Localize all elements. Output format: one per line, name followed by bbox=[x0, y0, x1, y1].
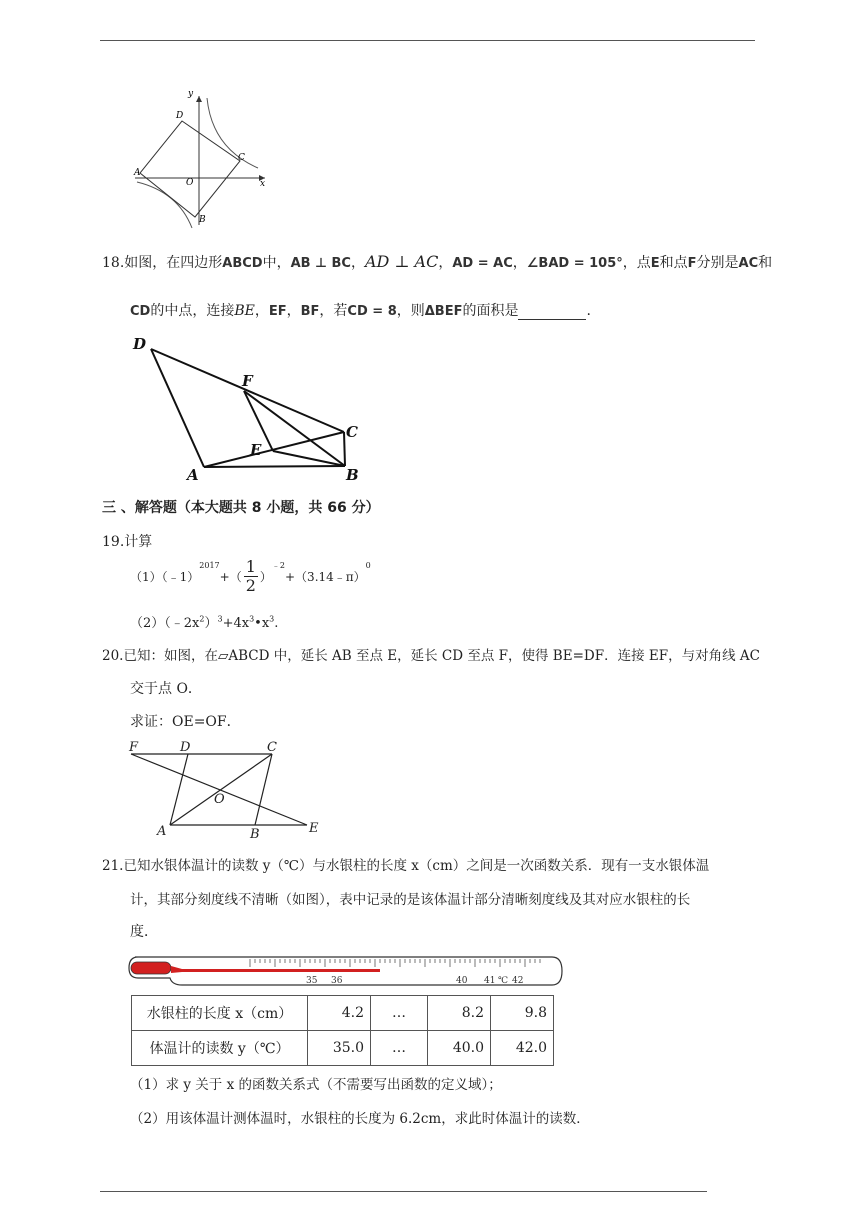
q20-line2: 交于点 O． bbox=[130, 681, 202, 697]
q21-sub2: （2）用该体温计测体温时，水银柱的长度为 6.2cm，求此时体温计的读数． bbox=[130, 1111, 590, 1127]
tick-label-40: 40 bbox=[456, 976, 468, 986]
tick-label-celsius: ℃ bbox=[498, 976, 509, 986]
fig18-label-B: B bbox=[346, 466, 359, 484]
fig17-label-C: C bbox=[238, 153, 245, 163]
figure-q20 bbox=[126, 738, 326, 838]
section-heading: 三 、解答题（本大题共 8 小题，共 66 分） bbox=[102, 500, 380, 516]
figure-q17 bbox=[130, 88, 270, 230]
fig18-label-D: D bbox=[133, 335, 147, 353]
table-cell: 35.0 bbox=[308, 1031, 371, 1066]
q20-line3: 求证：OE=OF． bbox=[130, 714, 241, 730]
fig20-label-A: A bbox=[157, 824, 167, 838]
fig20-label-O: O bbox=[214, 792, 225, 807]
q18-number: 18. bbox=[102, 255, 125, 271]
table-cell: 40.0 bbox=[428, 1031, 491, 1066]
fig17-label-A: A bbox=[134, 168, 141, 178]
fig17-label-x: x bbox=[260, 179, 266, 189]
table-cell: 8.2 bbox=[428, 996, 491, 1031]
table-row-header: 体温计的读数 y（℃） bbox=[132, 1031, 308, 1066]
table-row bbox=[132, 1031, 554, 1066]
q19-part2: $(2)(﹣2x^2)^3+4x^3•x^3$. bbox=[130, 614, 279, 631]
fraction-half: $\frac{1}{2}$ bbox=[245, 557, 256, 595]
fig17-label-D: D bbox=[176, 111, 184, 121]
fig20-label-C: C bbox=[267, 740, 277, 755]
q19-title: 19.计算 bbox=[102, 534, 153, 550]
table-cell: … bbox=[371, 996, 428, 1031]
fig18-label-A: A bbox=[187, 466, 199, 484]
fig20-label-F: F bbox=[129, 740, 139, 755]
thermometer-figure bbox=[126, 950, 568, 992]
table-row bbox=[132, 996, 554, 1031]
q21-line2: 计，其部分刻度线不清晰（如图），表中记录的是该体温计部分清晰刻度线及其对应水银柱的长 bbox=[130, 892, 691, 908]
q20-line1: 20.已知：如图，在▱ABCD 中，延长 AB 至点 E，延长 CD 至点 F，使得 BE=DF．连接 EF，与对角线 AC bbox=[102, 648, 760, 664]
figure-q18 bbox=[128, 333, 368, 485]
answer-blank[interactable] bbox=[518, 305, 586, 320]
table-cell: 9.8 bbox=[491, 996, 554, 1031]
tick-label-41: 41 bbox=[484, 976, 496, 986]
q18-line1: 18.如图，在四边形ABCD中，AB ⊥ BC，AD ⊥ AC，AD = AC，∠BAD = 105°，点E和点F分别是AC和 bbox=[102, 252, 773, 271]
tick-label-36: 36 bbox=[331, 976, 343, 986]
q21-line1: 21.已知水银体温计的读数 y（℃）与水银柱的长度 x（cm）之间是一次函数关系．现有一支水银体温 bbox=[102, 858, 710, 874]
q18-line2: CD的中点，连接BE，EF，BF，若CD = 8，则ΔBEF的面积是 . bbox=[130, 303, 591, 319]
fig17-label-y: y bbox=[188, 89, 194, 99]
q21-sub1: （1）求 y 关于 x 的函数关系式（不需要写出函数的定义域）； bbox=[130, 1077, 502, 1093]
fig20-label-B: B bbox=[250, 827, 260, 838]
fig20-label-E: E bbox=[309, 821, 319, 836]
footer-rule bbox=[100, 1191, 707, 1192]
tick-label-35: 35 bbox=[306, 976, 318, 986]
q21-line3: 度． bbox=[130, 924, 158, 940]
q19-part1: （1）（﹣1）$^{2017}$+（ $\frac{1}{2}$ ）$^{﹣2}$+（3.14﹣π）$^0$ bbox=[130, 557, 371, 595]
table-cell: 4.2 bbox=[308, 996, 371, 1031]
fig17-label-B: B bbox=[199, 215, 206, 225]
table-cell: … bbox=[371, 1031, 428, 1066]
header-rule bbox=[100, 40, 755, 41]
fig20-label-D: D bbox=[180, 740, 191, 755]
fig17-label-O: O bbox=[186, 178, 194, 188]
fig18-label-E: E bbox=[250, 441, 262, 459]
fig18-label-C: C bbox=[346, 423, 358, 441]
table-row-header: 水银柱的长度 x（cm） bbox=[132, 996, 308, 1031]
fig18-label-F: F bbox=[242, 372, 253, 390]
data-table bbox=[131, 995, 554, 1066]
tick-label-42: 42 bbox=[512, 976, 524, 986]
table-cell: 42.0 bbox=[491, 1031, 554, 1066]
